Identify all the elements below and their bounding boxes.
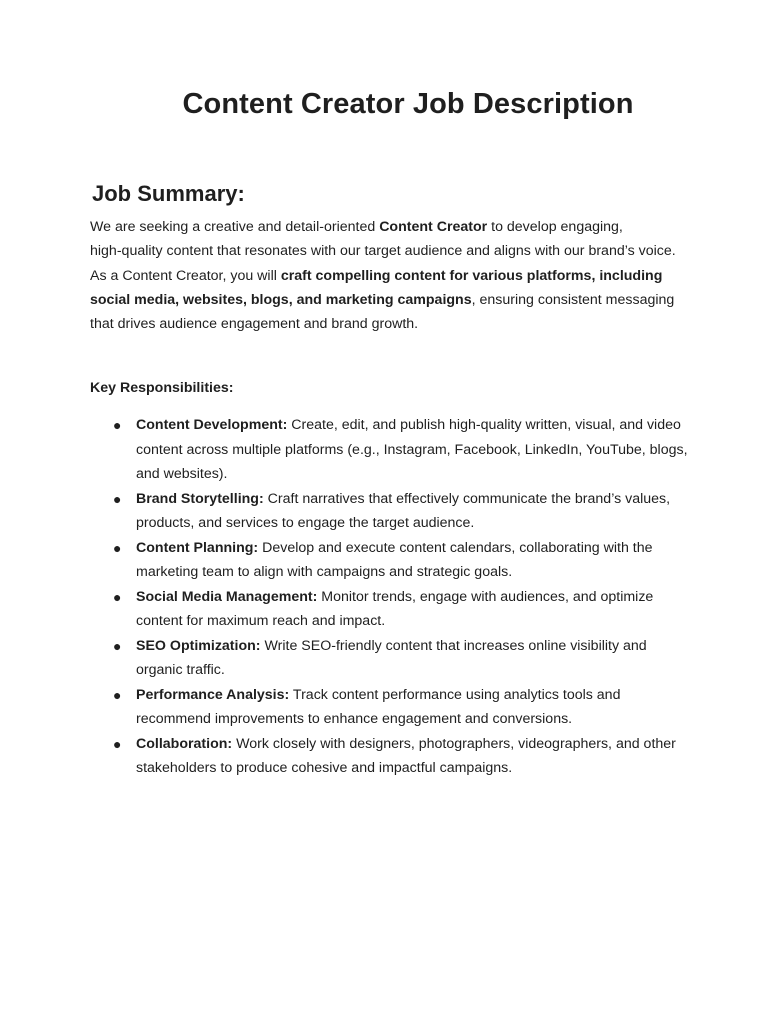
bullet-icon: ●: [113, 735, 122, 752]
text-line: [90, 239, 680, 263]
document-title: Content Creator Job Description: [182, 88, 634, 120]
responsibilities-list: [113, 413, 696, 781]
bullet-icon: ●: [113, 637, 122, 654]
text-line: [136, 511, 696, 536]
responsibility-item: [113, 487, 696, 536]
bold-text-run: social media, websites, blogs, and marketing campaigns: [90, 291, 472, 308]
text-line: [136, 462, 696, 487]
text-line: [136, 683, 696, 708]
text-run: recommend improvements to enhance engagement and conversions.: [136, 711, 573, 727]
text-line: [136, 756, 696, 781]
bullet-icon: ●: [113, 417, 122, 433]
bold-text-run: Brand Storytelling:: [136, 490, 264, 507]
text-run: Develop and execute content calendars, collaborating with the: [258, 539, 653, 556]
text-line: [90, 215, 680, 239]
text-run: content for maximum reach and impact.: [136, 613, 386, 629]
text-run: , ensuring consistent messaging: [471, 291, 675, 308]
text-line: [90, 288, 680, 312]
bold-text-run: SEO Optimization:: [136, 637, 261, 654]
text-run: organic traffic.: [136, 662, 225, 678]
bold-text-run: Content Planning:: [136, 539, 259, 556]
bold-text-run: Content Creator: [379, 219, 488, 235]
text-line: [136, 413, 696, 438]
text-line: [136, 707, 696, 732]
text-run: that drives audience engagement and brand growth.: [90, 316, 419, 333]
responsibility-item: [113, 634, 696, 683]
text-line: [136, 732, 696, 757]
bold-text-run: Performance Analysis:: [136, 686, 290, 703]
text-line: [136, 634, 696, 659]
text-run: We are seeking a creative and detail-oriented: [90, 219, 380, 235]
job-summary-heading: Job Summary:: [92, 181, 245, 206]
text-run: to develop engaging,: [487, 219, 623, 235]
bold-text-run: craft compelling content for various platforms, including: [280, 267, 663, 284]
text-run: high-quality content that resonates with our target audience and aligns with our brand’s voice.: [90, 243, 676, 260]
text-run: Track content performance using analytics tools and: [289, 686, 621, 703]
text-line: [136, 560, 696, 585]
bold-text-run: Social Media Management:: [136, 588, 318, 605]
job-summary-paragraph: [90, 215, 680, 336]
text-run: and websites).: [136, 466, 228, 482]
text-run: Craft narratives that effectively communicate the brand’s values,: [263, 490, 671, 507]
bullet-icon: ●: [113, 588, 122, 605]
bullet-icon: ●: [113, 539, 122, 556]
text-line: [136, 487, 696, 512]
responsibility-item: [113, 683, 696, 732]
key-responsibilities-heading: Key Responsibilities:: [90, 380, 234, 396]
bullet-icon: ●: [113, 490, 122, 507]
text-run: content across multiple platforms (e.g., Instagram, Facebook, LinkedIn, YouTube, blogs,: [136, 441, 688, 458]
responsibility-item: [113, 413, 696, 487]
text-run: stakeholders to produce cohesive and impactful campaigns.: [136, 760, 513, 776]
text-line: [90, 312, 680, 336]
text-line: [136, 585, 696, 610]
text-line: [136, 536, 696, 561]
text-line: [136, 658, 696, 683]
text-run: marketing team to align with campaigns and strategic goals.: [136, 564, 513, 580]
text-run: Work closely with designers, photographers, videographers, and other: [232, 735, 676, 752]
text-run: Create, edit, and publish high-quality written, visual, and video: [287, 417, 681, 433]
responsibility-item: [113, 732, 696, 781]
text-line: [90, 264, 680, 288]
text-run: Write SEO-friendly content that increases online visibility and: [260, 637, 647, 654]
responsibility-item: [113, 585, 696, 634]
text-run: As a Content Creator, you will: [90, 267, 281, 284]
text-line: [136, 609, 696, 634]
text-run: products, and services to engage the target audience.: [136, 515, 475, 531]
text-run: Monitor trends, engage with audiences, and optimize: [317, 588, 654, 605]
bullet-icon: ●: [113, 686, 122, 703]
text-line: [136, 438, 696, 463]
responsibility-item: [113, 536, 696, 585]
bold-text-run: Content Development:: [136, 417, 288, 433]
bold-text-run: Collaboration:: [136, 735, 233, 752]
